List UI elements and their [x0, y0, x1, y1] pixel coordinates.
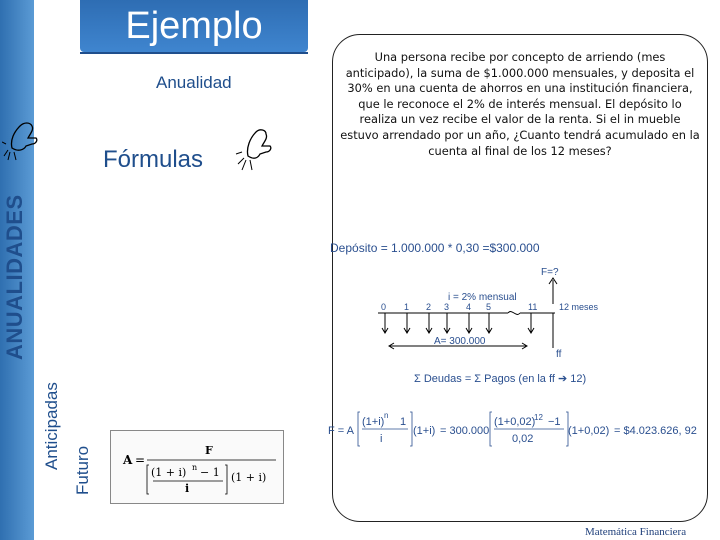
formulas-label: Fórmulas	[103, 146, 204, 173]
formula-eq: =	[135, 453, 146, 467]
focal-date-label: ff	[556, 349, 562, 360]
result-minus1: −1	[548, 416, 561, 428]
sidebar-subtitle-futuro: Futuro	[73, 445, 92, 495]
tick-4: 4	[466, 302, 472, 312]
formula-i: i	[185, 482, 190, 495]
sidebar-subtitle-anticipadas: Anticipadas	[42, 382, 61, 470]
title-box	[80, 0, 308, 52]
interest-rate-label: i = 2% mensual	[448, 292, 517, 303]
tick-2: 2	[426, 302, 432, 312]
footer-label: Matemática Financiera	[585, 526, 687, 538]
result-one-plus-rate: (1+0,02)	[494, 416, 536, 428]
anualidad-label: Anualidad	[156, 73, 232, 92]
tick-12: 12 meses	[559, 302, 599, 312]
result-equation	[328, 408, 704, 452]
tick-0: 0	[381, 302, 387, 312]
tick-11: 11	[528, 302, 538, 312]
annuity-value-label: A= 300.000	[434, 336, 486, 347]
tick-3: 3	[444, 302, 450, 312]
formula-A: A	[123, 453, 133, 467]
result-final: = $4.023.626, 92	[614, 425, 697, 437]
deposit-equation: Depósito = 1.000.000 * 0,30 =$300.000	[330, 241, 540, 255]
pointing-hand-icon	[234, 118, 274, 172]
annuity-formula-box	[110, 430, 284, 504]
cashflow-diagram	[330, 262, 630, 362]
result-prefix: F = A	[328, 425, 354, 437]
annuity-formula	[111, 431, 283, 503]
formula-den1: (1 + i)	[151, 466, 187, 479]
result-mid: = 300.000	[440, 425, 490, 437]
formula-minus1: − 1	[200, 466, 220, 479]
result-n12: 12	[534, 413, 543, 422]
pointing-hand-icon	[2, 112, 40, 162]
result-sym-i: i	[380, 433, 383, 445]
formula-exp: n	[192, 463, 198, 472]
page-title: Ejemplo	[125, 4, 263, 47]
formula-tail: (1 + i)	[231, 471, 267, 484]
sidebar-title: ANUALIDADES	[2, 194, 27, 360]
result-sym-1i2: (1+i)	[413, 425, 436, 437]
result-rate-den: 0,02	[512, 433, 534, 445]
future-value-label: F=?	[541, 267, 559, 278]
problem-statement: Una persona recibe por concepto de arriendo (mes anticipado), la suma de $1.000.000 mensuales, y deposita el 30% en una cuenta de ahorros en una institución financiera, que le reconoce el 2% de interés mensual. El depósito lo realiza un vez recibe el valor de la renta. Si el in mueble estuvo arrendado por un año, ¿Cuanto tendrá acumulado en la cuenta al final de los 12 meses?	[340, 50, 700, 158]
result-sym-n: n	[384, 411, 389, 420]
result-one-plus-rate-2: (1+0,02)	[568, 425, 610, 437]
title-underline	[80, 52, 308, 54]
result-sym-1i: (1+i)	[362, 416, 385, 428]
result-sym-1: 1	[400, 416, 407, 428]
tick-5: 5	[486, 302, 492, 312]
sum-equation: Σ Deudas = Σ Pagos (en la ff ➔ 12)	[414, 373, 587, 385]
formula-F: F	[205, 444, 213, 457]
tick-1: 1	[404, 302, 410, 312]
